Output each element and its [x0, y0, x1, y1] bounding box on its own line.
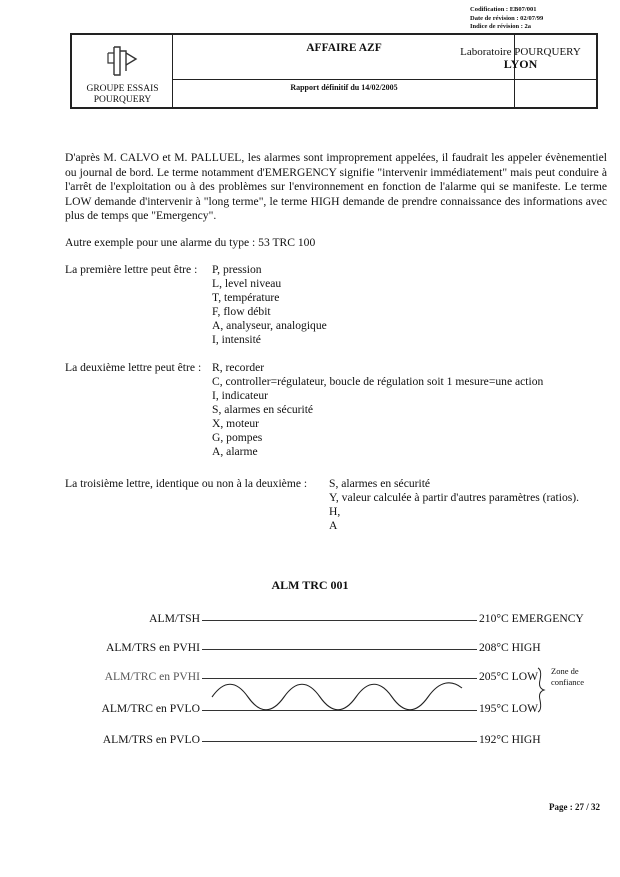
alarm-row-label: ALM/TRC en PVHI — [104, 670, 200, 683]
page-number: Page : 27 / 32 — [549, 802, 600, 812]
list-item: T, température — [212, 291, 280, 304]
intro-paragraph: D'après M. CALVO et M. PALLUEL, les alarmes sont improprement appelées, il faudrait les appeler évènementiel ou journal de bord. Le terme notamment d'EMERGENCY signifie "intervenir immédiatement" mais peut conduire à l'arrêt de l'exploitation ou à des problèmes sur l'environnement en fonction de l'alarme qui se manifeste. Le terme LOW demande d'intervenir à "long terme", le terme HIGH demande de prendre connaissance des informations avec plus de temps que "Emergency". — [65, 151, 607, 223]
alarm-diagram-title: ALM TRC 001 — [271, 578, 349, 592]
list-item: A, alarme — [212, 445, 258, 458]
zone-line2: confiance — [551, 677, 585, 687]
indice-revision: Indice de révision : 2a — [470, 23, 532, 30]
third-letter-label: La troisième lettre, identique ou non à la deuxième : — [65, 477, 308, 490]
alarm-row-label: ALM/TRC en PVLO — [101, 702, 200, 715]
alarm-row-value: 210°C EMERGENCY — [479, 612, 584, 625]
laboratory-city: LYON — [503, 57, 538, 71]
list-item: C, controller=régulateur, boucle de régulation soit 1 mesure=une action — [212, 375, 544, 388]
list-item: A, analyseur, analogique — [212, 319, 327, 332]
affaire-title: AFFAIRE AZF — [306, 42, 382, 54]
codification: Codification : EB07/001 — [470, 6, 537, 13]
list-item: Y, valeur calculée à partir d'autres paramètres (ratios). — [329, 491, 580, 504]
list-item: P, pression — [212, 263, 262, 276]
alarm-row-value: 205°C LOW — [479, 670, 539, 683]
example-line: Autre exemple pour une alarme du type : 53 TRC 100 — [65, 236, 316, 249]
list-item: X, moteur — [212, 417, 260, 430]
group-name-line1: GROUPE ESSAIS — [86, 84, 159, 94]
confidence-brace — [538, 668, 544, 712]
alarm-row-value: 195°C LOW — [479, 702, 539, 715]
list-item: F, flow débit — [212, 305, 271, 318]
list-item: L, level niveau — [212, 277, 282, 290]
laboratory-name: Laboratoire POURQUERY — [460, 46, 581, 58]
list-item: S, alarmes en sécurité — [329, 477, 431, 490]
alarm-row-value: 192°C HIGH — [479, 733, 541, 746]
report-date: Rapport définitif du 14/02/2005 — [290, 83, 398, 92]
alarm-row-label: ALM/TSH — [149, 612, 200, 625]
list-item: I, intensité — [212, 333, 261, 346]
second-letter-label: La deuxième lettre peut être : — [65, 361, 202, 374]
alarm-row-label: ALM/TRS en PVHI — [105, 641, 200, 654]
confidence-wave — [212, 683, 462, 710]
alarm-row-label: ALM/TRS en PVLO — [102, 733, 200, 746]
list-item: R, recorder — [212, 361, 265, 374]
list-item: H, — [329, 505, 341, 518]
group-name-line2: POURQUERY — [93, 95, 152, 105]
list-item: S, alarmes en sécurité — [212, 403, 314, 416]
date-revision: Date de révision : 02/07/99 — [470, 14, 544, 22]
confidence-zone-label — [551, 666, 584, 688]
list-item: A — [329, 519, 338, 532]
alarm-row-value: 208°C HIGH — [479, 641, 541, 654]
first-letter-label: La première lettre peut être : — [65, 263, 198, 276]
zone-line1: Zone de — [551, 666, 579, 676]
list-item: G, pompes — [212, 431, 263, 444]
list-item: I, indicateur — [212, 389, 269, 402]
